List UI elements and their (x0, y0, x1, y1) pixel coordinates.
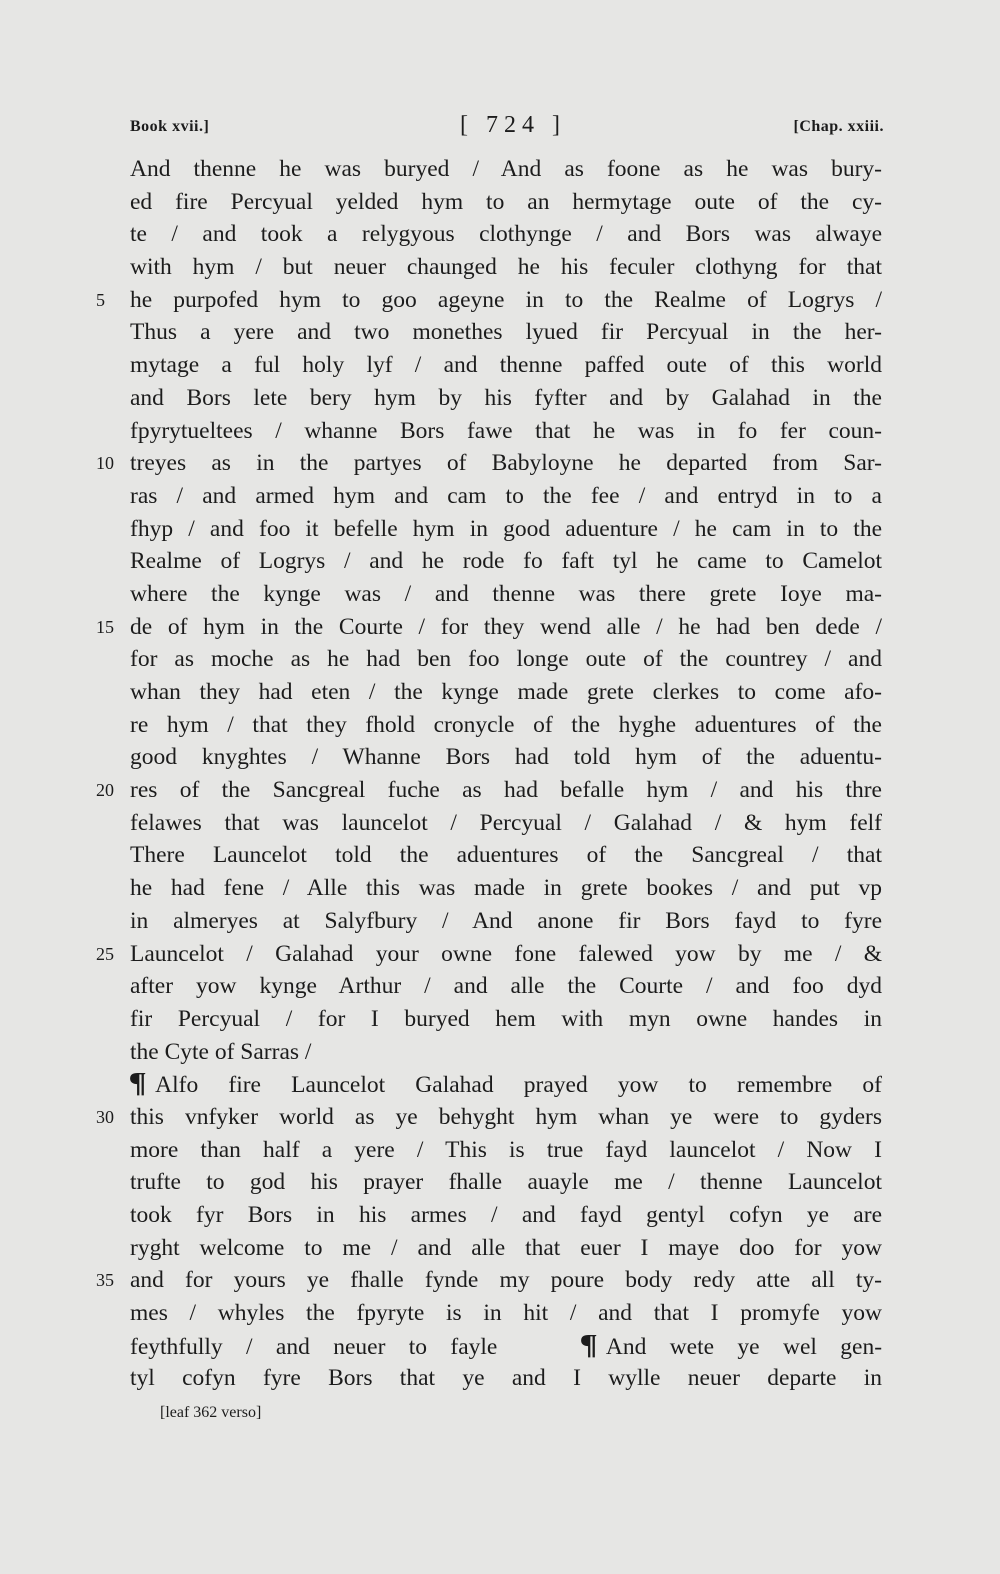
line-content: in almeryes at Salyfbury / And anone fir Bors fayd to fyre (130, 907, 882, 934)
line-text (130, 513, 882, 546)
line-text (130, 186, 882, 219)
text-line (96, 938, 882, 971)
line-content: the Cyte of Sarras / (130, 1038, 312, 1065)
line-text (130, 153, 882, 186)
line-content: with hym / but neuer chaunged he his feculer clothyng for that (130, 254, 882, 281)
line-number: 25 (96, 943, 114, 964)
line-text (130, 251, 882, 284)
line-content: took fyr Bors in his armes / and fayd gentyl cofyn ye are (130, 1202, 882, 1228)
line-text (130, 1232, 882, 1265)
line-text (130, 807, 882, 840)
line-number: 35 (96, 1270, 114, 1291)
line-text (130, 447, 882, 480)
text-line (130, 1232, 882, 1265)
line-content: ras / and armed hym and cam to the fee / and entryd in to a (130, 482, 882, 509)
text-line (130, 1297, 882, 1330)
text-line (130, 513, 882, 546)
text-line (130, 545, 882, 578)
line-content: mes / whyles the fpyryte is in hit / and that I promyfe yow (130, 1300, 882, 1327)
text-line (130, 578, 882, 611)
text-line (130, 382, 882, 415)
line-text (130, 1330, 882, 1364)
line-content: fpyrytueltees / whanne Bors fawe that he was in fo fer coun- (130, 417, 882, 444)
line-content: Alfo fire Launcelot Galahad prayed yow to remembre of (155, 1072, 882, 1099)
text-line (130, 1036, 882, 1069)
line-content: treyes as in the partyes of Babyloyne he departed from Sar- (130, 450, 882, 477)
line-content: and Bors lete bery hym by his fyfter and by Galahad in the (130, 384, 882, 411)
line-content: after yow kynge Arthur / and alle the Courte / and foo dyd (130, 973, 882, 1000)
text-line (96, 1264, 882, 1297)
text-line (130, 1199, 882, 1232)
text-line (130, 1330, 882, 1363)
body-text (96, 153, 883, 1395)
line-text (130, 316, 882, 349)
line-content: fir Percyual / for I buryed hem with myn owne handes in (130, 1005, 882, 1032)
chapter-number: [Chap. xxiii. (793, 118, 884, 135)
paragraph-mark: ¶ (128, 1068, 147, 1100)
line-text (130, 1036, 882, 1069)
line-content: and for yours ye fhalle fynde my poure body redy atte all ty- (130, 1267, 882, 1294)
line-content: Thus a yere and two monethes lyued fir Percyual in the her- (130, 319, 882, 346)
line-content: fhyp / and foo it befelle hym in good aduenture / he cam in to the (130, 515, 882, 542)
line-content: Realme of Logrys / and he rode fo faft tyl he came to Camelot (130, 548, 882, 575)
line-content: re hym / that they fhold cronycle of the hyghe aduentures of the (130, 711, 882, 738)
line-text (130, 643, 882, 676)
book-number: Book xvii.] (130, 118, 210, 135)
line-content: feythfully / and neuer to fayle (130, 1333, 498, 1360)
line-text (130, 382, 882, 415)
line-text (130, 578, 882, 611)
line-content: de of hym in the Courte / for they wend alle / he had ben dede / (130, 613, 882, 640)
line-content: felawes that was launcelot / Percyual / Galahad / & hym felf (130, 809, 882, 836)
text-line (130, 1362, 882, 1395)
line-text (130, 415, 882, 448)
text-line (96, 774, 882, 807)
line-text (130, 611, 882, 644)
text-line (130, 1166, 882, 1199)
text-line (130, 1068, 882, 1101)
text-line (130, 415, 882, 448)
line-text (130, 1166, 882, 1199)
line-content: And thenne he was buryed / And as foone as he was bury- (130, 156, 882, 182)
line-number: 30 (96, 1106, 114, 1127)
line-content: res of the Sancgreal fuche as had befalle hym / and his thre (130, 777, 882, 804)
line-number: 10 (96, 453, 114, 474)
text-line (96, 611, 882, 644)
line-text (130, 774, 882, 807)
text-line (130, 970, 882, 1003)
text-line (130, 643, 882, 676)
leaf-note: [leaf 362 verso] (160, 1404, 262, 1421)
line-content: this vnfyker world as ye behyght hym whan ye were to gyders (130, 1103, 882, 1130)
line-content: ed fire Percyual yelded hym to an hermytage oute of the cy- (130, 188, 882, 215)
line-content: he purpofed hym to goo ageyne in to the Realme of Logrys / (130, 286, 882, 313)
text-line (96, 447, 882, 480)
line-text (130, 970, 882, 1003)
running-head (130, 112, 884, 148)
line-text (130, 1297, 882, 1330)
line-content: good knyghtes / Whanne Bors had told hym of the aduentu- (130, 744, 882, 771)
text-line (130, 905, 882, 938)
line-text (130, 1264, 882, 1297)
text-line (130, 872, 882, 905)
line-content: trufte to god his prayer fhalle auayle me / thenne Launcelot (130, 1169, 882, 1196)
text-line (130, 218, 882, 251)
line-content: whan they had eten / the kynge made grete clerkes to come afo- (130, 679, 882, 705)
line-text (130, 1362, 882, 1395)
text-line (130, 186, 882, 219)
line-content: There Launcelot told the aduentures of the Sancgreal / that (130, 842, 882, 869)
line-content-after: And wete ye wel gen- (605, 1333, 883, 1360)
text-line (130, 676, 882, 709)
line-text (130, 1101, 882, 1134)
line-text (130, 1134, 882, 1167)
text-line (130, 349, 882, 382)
text-line (96, 1101, 882, 1134)
line-content: where the kynge was / and thenne was there grete Ioye ma- (130, 580, 882, 607)
line-text (130, 905, 882, 938)
line-text (130, 349, 882, 382)
line-text (130, 1199, 882, 1232)
text-line (130, 741, 882, 774)
line-content: mytage a ful holy lyf / and thenne paffed oute of this world (130, 352, 882, 379)
line-text (130, 480, 882, 513)
text-line (130, 1003, 882, 1036)
line-text (130, 545, 882, 578)
line-text (130, 709, 882, 742)
line-text (130, 938, 882, 971)
line-content: he had fene / Alle this was made in grete bookes / and put vp (130, 875, 882, 902)
line-text (130, 839, 882, 872)
line-content: for as moche as he had ben foo longe oute of the countrey / and (130, 646, 882, 673)
line-content: Launcelot / Galahad your owne fone falewed yow by me / & (130, 940, 882, 967)
line-text (130, 1068, 882, 1102)
text-line (130, 807, 882, 840)
line-number: 5 (96, 289, 105, 310)
text-line (96, 284, 882, 317)
line-content: te / and took a relygyous clothynge / and Bors was alwaye (130, 221, 882, 248)
text-line (130, 709, 882, 742)
text-line (130, 480, 882, 513)
line-text (130, 741, 882, 774)
text-line (130, 839, 882, 872)
line-content: more than half a yere / This is true fayd launcelot / Now I (130, 1136, 882, 1163)
line-text (130, 284, 882, 317)
text-line (130, 316, 882, 349)
paragraph-mark: ¶ (579, 1329, 598, 1361)
line-number: 15 (96, 616, 114, 637)
page-number: [ 724 ] (460, 112, 566, 138)
line-text (130, 872, 882, 905)
line-number: 20 (96, 780, 114, 801)
text-line (130, 251, 882, 284)
line-content: ryght welcome to me / and alle that euer I maye doo for yow (130, 1234, 882, 1261)
text-line (130, 153, 882, 186)
text-line (130, 1134, 882, 1167)
line-text (130, 1003, 882, 1036)
line-text (130, 218, 882, 251)
line-text (130, 676, 882, 709)
line-content: tyl cofyn fyre Bors that ye and I wylle neuer departe in (130, 1365, 882, 1392)
